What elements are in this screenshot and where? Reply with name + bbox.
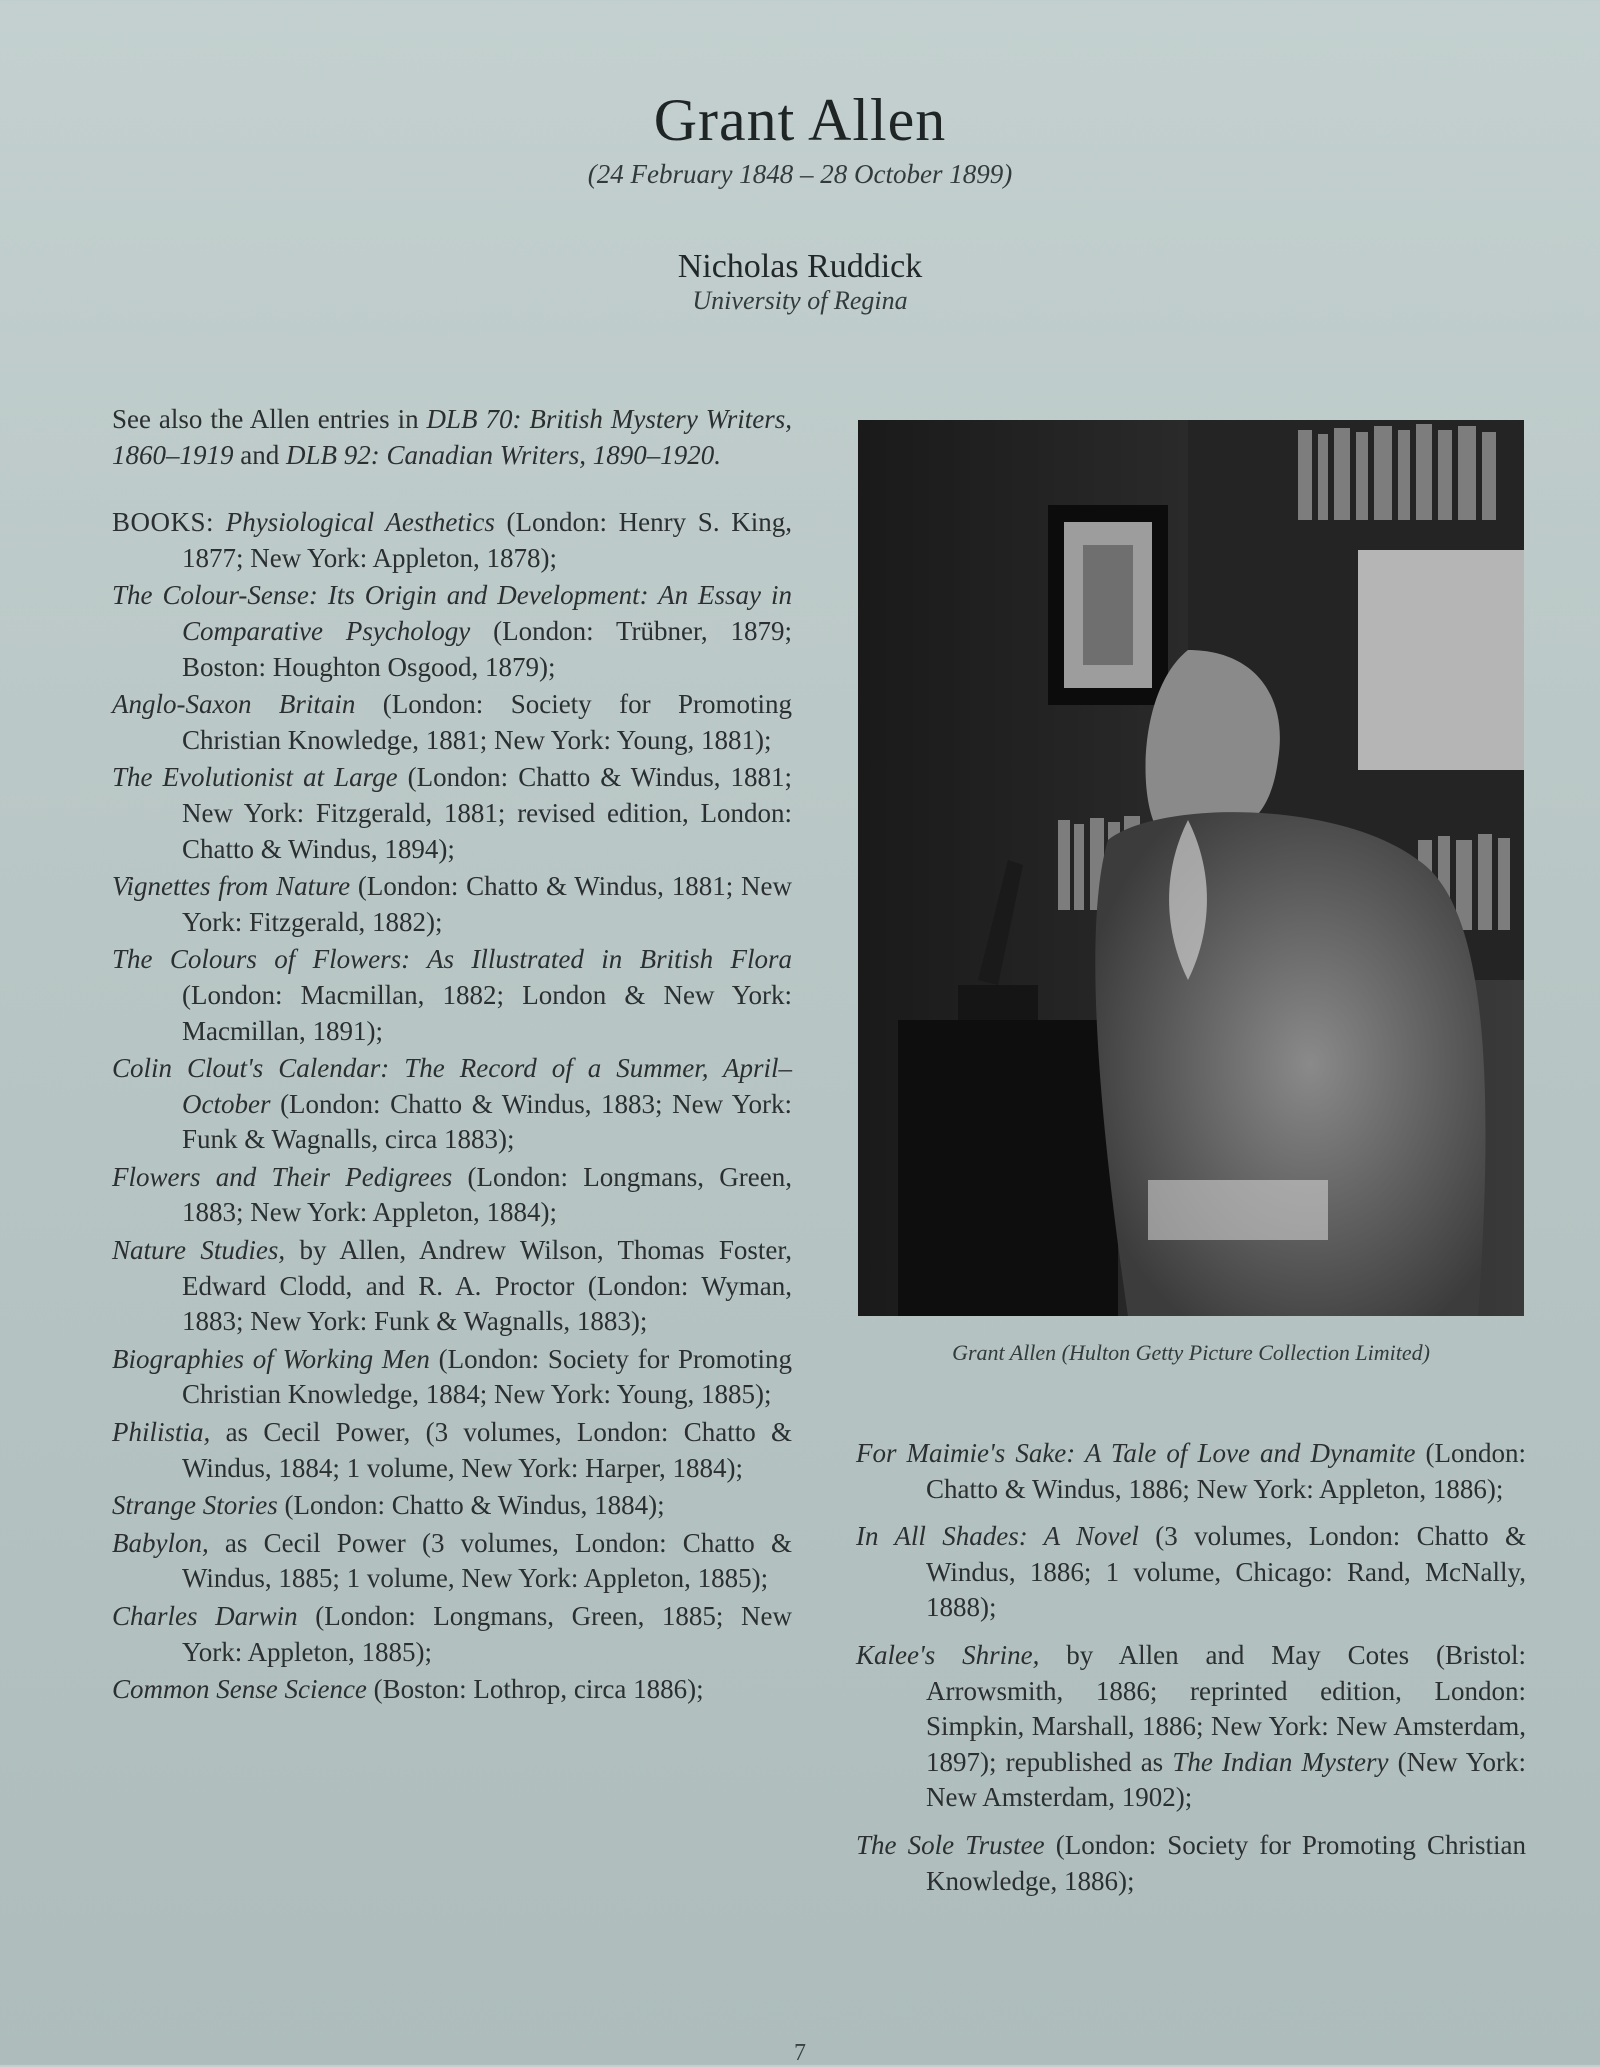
book-details: by Allen, Andrew Wilson, Thomas Foster, Edward Clodd, and R. A. Proctor (London: Wyman, 1883; New York: Funk & Wagnalls, 1883); bbox=[182, 1235, 793, 1337]
photo-caption: Grant Allen (Hulton Getty Picture Collection Limited) bbox=[952, 1340, 1430, 1365]
book-details: (London: Longmans, Green, 1885; New York: Appleton, 1885); bbox=[182, 1601, 792, 1667]
book-details: (London: Henry S. King, 1877; New York: Appleton, 1878); bbox=[182, 507, 792, 573]
book-title: In All Shades: A Novel bbox=[856, 1521, 1139, 1552]
dlb-ref-1: DLB 70: British Mystery Writers, 1860–1919 bbox=[112, 404, 792, 470]
book-entry bbox=[112, 942, 792, 1049]
see-also-prefix: See also the Allen entries in bbox=[112, 404, 427, 434]
book-title: For Maimie's Sake: A Tale of Love and Dynamite bbox=[856, 1438, 1416, 1468]
book-details: (London: Chatto & Windus, 1883; New York: Funk & Wagnalls, circa 1883); bbox=[182, 1088, 792, 1155]
page-title: Grant Allen bbox=[653, 87, 947, 153]
right-column bbox=[856, 1436, 1526, 1911]
book-title: Babylon, bbox=[112, 1527, 209, 1558]
books-list-left bbox=[112, 505, 792, 1708]
book-details: (London: Society for Promoting Christian Knowledge, 1886); bbox=[926, 1829, 1526, 1896]
book-details: as Cecil Power (3 volumes, London: Chatto & Windus, 1885; 1 volume, New York: Appleton, 1885); bbox=[182, 1527, 792, 1594]
book-entry bbox=[112, 578, 792, 685]
book-details: (London: Society for Promoting Christian Knowledge, 1881; New York: Young, 1881); bbox=[182, 689, 792, 755]
book-details: (London: Trübner, 1879; Boston: Houghton Osgood, 1879); bbox=[182, 615, 792, 682]
book-title: Common Sense Science bbox=[112, 1674, 367, 1705]
book-entry bbox=[856, 1436, 1526, 1507]
book-entry bbox=[112, 869, 792, 940]
page-header bbox=[0, 86, 1600, 316]
book-title: The Colours of Flowers: As Illustrated in British Flora bbox=[112, 944, 792, 975]
book-details: (Boston: Lothrop, circa 1886); bbox=[366, 1674, 704, 1705]
republished-title: The Indian Mystery bbox=[1172, 1746, 1389, 1777]
book-entry bbox=[112, 1233, 792, 1340]
book-details: (London: Society for Promoting Christian Knowledge, 1884; New York: Young, 1885); bbox=[182, 1343, 792, 1410]
book-entry bbox=[856, 1519, 1526, 1626]
dlb-ref-2: DLB 92: Canadian Writers, 1890–1920. bbox=[285, 439, 722, 470]
book-title: Kalee's Shrine, bbox=[856, 1639, 1040, 1670]
book-entry bbox=[856, 1828, 1526, 1899]
book-entry bbox=[112, 1342, 792, 1413]
book-details: (3 volumes, London: Chatto & Windus, 1886; 1 volume, Chicago: Rand, McNally, 1888); bbox=[926, 1521, 1526, 1623]
book-details: (London: Macmillan, 1882; London & New York: Macmillan, 1891); bbox=[182, 979, 792, 1046]
page-number: 7 bbox=[794, 2040, 806, 2066]
author-affiliation: University of Regina bbox=[692, 286, 908, 315]
book-title: Physiological Aesthetics bbox=[225, 507, 495, 538]
book-entry bbox=[112, 1488, 792, 1524]
portrait-photo bbox=[858, 420, 1524, 1316]
book-title: The Colour-Sense: Its Origin and Development: An Essay in Comparative Psychology bbox=[112, 580, 792, 646]
book-details: as Cecil Power, (3 volumes, London: Chatto & Windus, 1884; 1 volume, New York: Harper, 1884); bbox=[182, 1417, 792, 1483]
book-details: (London: Longmans, Green, 1883; New York: Appleton, 1884); bbox=[182, 1161, 792, 1228]
author-name: Nicholas Ruddick bbox=[677, 248, 923, 285]
book-entry bbox=[112, 1672, 792, 1708]
book-details: (London: Chatto & Windus, 1886; New York: Appleton, 1886); bbox=[926, 1438, 1526, 1504]
book-entry bbox=[112, 687, 792, 758]
book-title: Anglo-Saxon Britain bbox=[112, 689, 356, 720]
book-title: The Sole Trustee bbox=[856, 1829, 1045, 1860]
book-details: by Allen and May Cotes (Bristol: Arrowsmith, 1886; reprinted edition, London: Simpkin, Marshall, 1886; New York: New Amsterdam, 1897); republished as bbox=[926, 1639, 1526, 1777]
book-title: Philistia, bbox=[112, 1417, 211, 1448]
see-also-note bbox=[112, 402, 792, 473]
book-entry bbox=[112, 1160, 792, 1231]
book-details: (London: Chatto & Windus, 1884); bbox=[277, 1490, 665, 1521]
book-entry bbox=[112, 1051, 792, 1158]
life-dates: (24 February 1848 – 28 October 1899) bbox=[587, 159, 1013, 189]
books-label: BOOKS: bbox=[112, 507, 215, 538]
book-title: Flowers and Their Pedigrees bbox=[112, 1161, 453, 1192]
book-entry bbox=[112, 1599, 792, 1670]
republished-details: (New York: New Amsterdam, 1902); bbox=[926, 1746, 1527, 1813]
book-entry bbox=[112, 1415, 792, 1486]
book-details: (London: Chatto & Windus, 1881; New York: Fitzgerald, 1881; revised edition, London: Chatto & Windus, 1894); bbox=[182, 762, 792, 864]
left-column bbox=[112, 402, 792, 1710]
book-entry bbox=[112, 760, 792, 867]
book-entry bbox=[112, 505, 792, 576]
portrait-image bbox=[858, 420, 1524, 1316]
book-title: Biographies of Working Men bbox=[112, 1343, 430, 1374]
book-title: Charles Darwin bbox=[112, 1601, 298, 1631]
book-title: The Evolutionist at Large bbox=[112, 762, 398, 793]
book-title: Nature Studies, bbox=[112, 1235, 286, 1266]
book-title: Strange Stories bbox=[112, 1490, 278, 1521]
book-details: (London: Chatto & Windus, 1881; New York: Fitzgerald, 1882); bbox=[182, 871, 792, 937]
book-title: Colin Clout's Calendar: The Record of a Summer, April–October bbox=[112, 1053, 792, 1119]
book-entry bbox=[112, 1526, 792, 1597]
book-title: Vignettes from Nature bbox=[112, 871, 351, 902]
book-entry bbox=[856, 1638, 1526, 1816]
see-also-mid: and bbox=[233, 439, 286, 470]
